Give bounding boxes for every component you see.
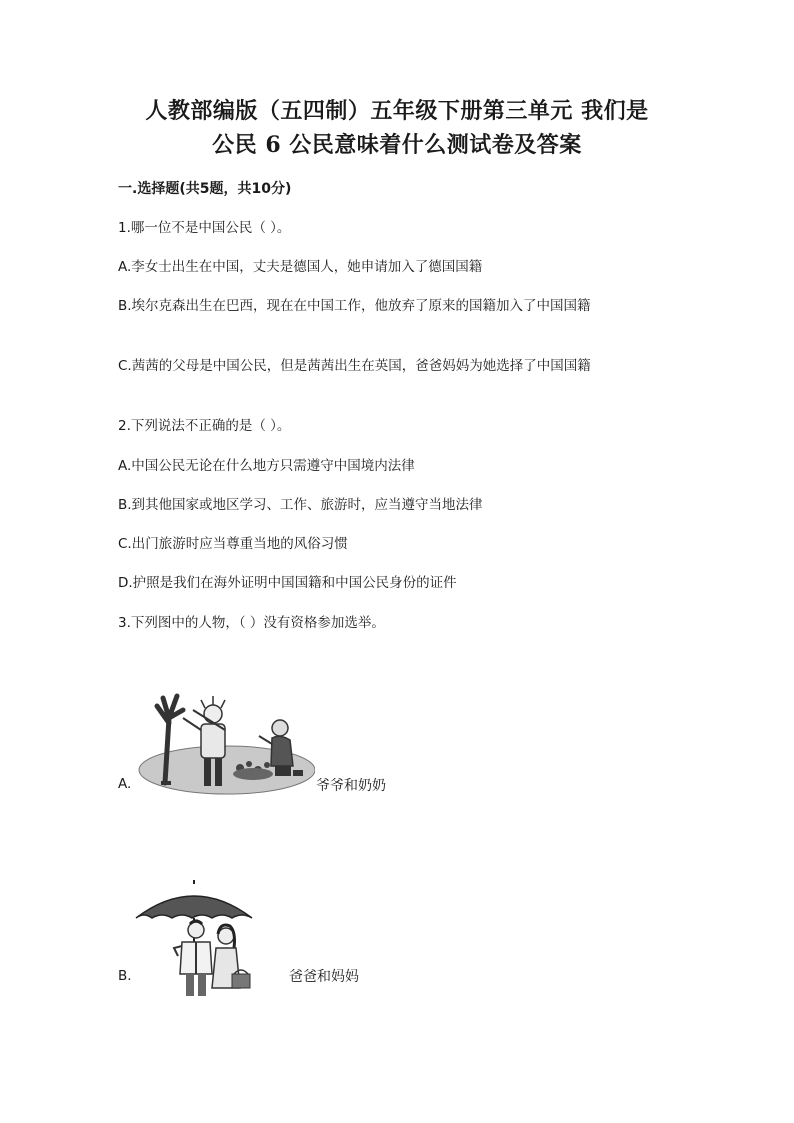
title-line-2: 公民 6 公民意味着什么测试卷及答案 [212,132,582,158]
question-1-option-b: B.埃尔克森出生在巴西，现在在中国工作，他放弃了原来的国籍加入了中国国籍 [118,298,591,314]
question-3-option-b-letter: B. [118,968,132,984]
question-1-stem: 1.哪一位不是中国公民（ ）。 [118,220,291,236]
question-3-option-a-caption: 爷爷和奶奶 [316,778,386,794]
question-1-option-a: A.李女士出生在中国，丈夫是德国人，她申请加入了德国国籍 [118,259,483,275]
grandparents-gardening-illustration [135,678,315,798]
question-3-stem: 3.下列图中的人物，（ ）没有资格参加选举。 [118,615,385,631]
question-2-option-c: C.出门旅游时应当尊重当地的风俗习惯 [118,536,348,552]
question-2-option-d: D.护照是我们在海外证明中国国籍和中国公民身份的证件 [118,575,457,591]
question-1-option-c: C.茜茜的父母是中国公民，但是茜茜出生在英国，爸爸妈妈为她选择了中国国籍 [118,358,591,374]
question-2-option-b: B.到其他国家或地区学习、工作、旅游时，应当遵守当地法律 [118,497,483,513]
document-title [60,94,734,162]
parents-umbrella-illustration [134,878,256,1000]
section-heading: 一.选择题(共5题，共10分) [118,181,292,197]
title-line-1: 人教部编版（五四制）五年级下册第三单元 我们是 [145,98,649,124]
question-2-stem: 2.下列说法不正确的是（ ）。 [118,418,291,434]
question-3-option-b-caption: 爸爸和妈妈 [289,969,359,985]
question-3-option-a-letter: A. [118,776,132,792]
question-2-option-a: A.中国公民无论在什么地方只需遵守中国境内法律 [118,458,415,474]
